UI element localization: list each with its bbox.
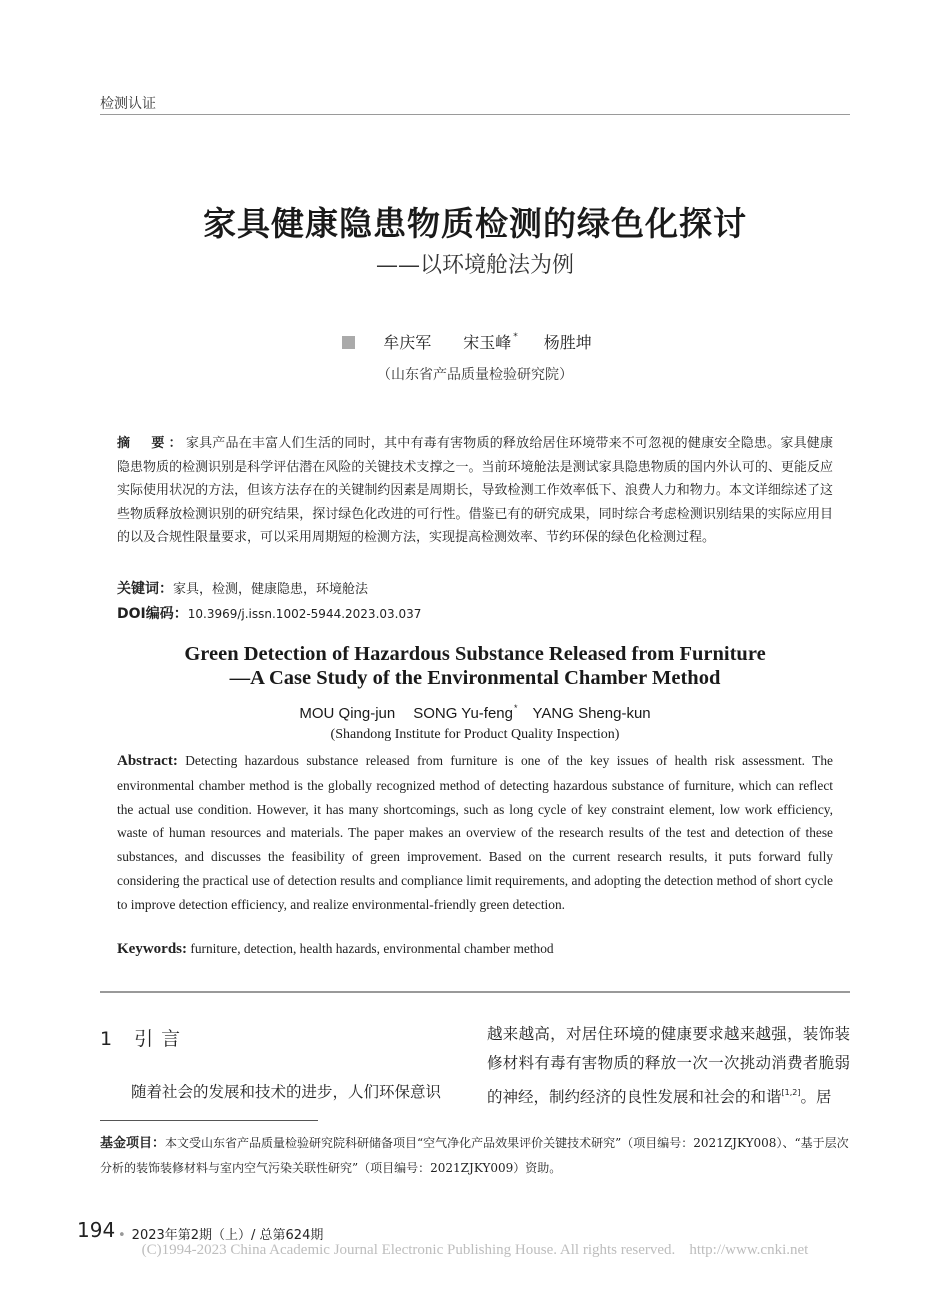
subtitle-cn: ——以环境舱法为例 <box>375 253 574 278</box>
section-title: 引言 <box>134 1028 189 1050</box>
author-square-icon <box>342 336 355 349</box>
fund-note <box>100 1131 850 1180</box>
title-cn: 家具健康隐患物质检测的绿色化探讨 <box>203 204 747 243</box>
doi-value[interactable]: 10.3969/j.issn.1002-5944.2023.03.037 <box>187 607 422 621</box>
body-rule <box>100 991 850 993</box>
doi-label: DOI编码： <box>117 606 188 622</box>
section-label: 检测认证 <box>100 96 156 112</box>
fund-label: 基金项目： <box>100 1136 166 1151</box>
page-number: 194 <box>77 1218 116 1242</box>
affiliation-cn: （山东省产品质量检验研究院） <box>377 367 573 383</box>
header-rule <box>100 114 850 115</box>
author-en: MOU Qing-jun <box>299 705 396 722</box>
keywords-cn-text: 家具，检测，健康隐患，环境舱法 <box>173 582 369 597</box>
body-right-column <box>487 1020 850 1113</box>
title-en-line1: Green Detection of Hazardous Substance Released from Furniture <box>184 643 766 665</box>
abstract-cn <box>117 432 833 550</box>
affiliation-en: (Shandong Institute for Product Quality Inspection) <box>330 727 620 742</box>
body-right-tail: 。居 <box>800 1088 832 1107</box>
issue-text: 2023年第2期（上）/ 总第624期 <box>131 1228 324 1243</box>
section-number: 1 <box>100 1028 113 1050</box>
corresponding-mark-en: * <box>514 703 518 713</box>
author-cn: 杨胜坤 <box>543 333 592 352</box>
authors-en <box>100 703 850 722</box>
abstract-en-text: Detecting hazardous substance released from furniture is one of the key issues of health risk assessment. The environmental chamber method is the globally recognized method of detecting hazardous substance of furniture, which can reflect the actual use condition. However, it has many shortcomings, such as long cycle of key constraint element, low work efficiency, waste of human resources and materials. The paper makes an overview of the research results of the test and detection of these substances, and discusses the feasibility of green improvement. Based on the current research results, it puts forward fully considering the practical use of detection results and compliance limit requirements, and adopting the detection method of short cycle to improve detection efficiency, and realize environmental-friendly green detection. <box>117 753 833 912</box>
body-left-column: 随着社会的发展和技术的进步，人们环保意识 <box>131 1083 442 1101</box>
fund-text: 本文受山东省产品质量检验研究院科研储备项目“空气净化产品效果评价关键技术研究”（项目编号：2021ZJKY008）、“基于层次分析的装饰装修材料与室内空气污染关联性研究”（项目编号：2021ZJKY009）资助。 <box>100 1136 849 1175</box>
abstract-en <box>117 749 833 917</box>
keywords-cn-label: 关键词： <box>117 581 173 597</box>
keywords-en-label: Keywords: <box>117 941 187 957</box>
abstract-en-label: Abstract: <box>117 753 178 769</box>
footnote-rule <box>100 1120 318 1121</box>
title-en-line2: —A Case Study of the Environmental Chamber Method <box>229 667 721 689</box>
doi <box>117 603 421 623</box>
keywords-en-text: furniture, detection, health hazards, environmental chamber method <box>190 941 554 956</box>
abstract-cn-text: 家具产品在丰富人们生活的同时，其中有毒有害物质的释放给居住环境带来不可忽视的健康安全隐患。家具健康隐患物质的检测识别是科学评估潜在风险的关键技术支撑之一。当前环境舱法是测试家具隐患物质的国内外认可的、更能反应实际使用状况的方法，但该方法存在的关键制约因素是周期长，导致检测工作效率低下、浪费人力和物力。本文详细综述了这些物质释放检测识别的研究结果，探讨绿色化改进的可行性。借鉴已有的研究成果，同时综合考虑检测识别结果的实际应用目的以及合规性限量要求，可以采用周期短的检测方法，实现提高检测效率、节约环保的绿色化检测过程。 <box>117 436 833 546</box>
author-en: YANG Sheng-kun <box>532 705 651 722</box>
abstract-cn-label: 摘 要： <box>117 436 186 451</box>
copyright-text: (C)1994-2023 China Academic Journal Electronic Publishing House. All rights reserved. <box>141 1242 676 1258</box>
section-heading <box>100 1024 188 1051</box>
issue-info <box>118 1224 323 1243</box>
title-en <box>100 642 850 690</box>
bullet-icon: • <box>118 1228 126 1243</box>
author-cn: 牟庆军 <box>383 333 432 352</box>
corresponding-mark: * <box>513 332 518 342</box>
copyright-watermark <box>0 1242 950 1259</box>
author-en: SONG Yu-feng <box>413 705 513 722</box>
authors-cn <box>100 330 850 353</box>
body-right-text: 越来越高，对居住环境的健康要求越来越强，装饰装修材料有毒有害物质的释放一次一次挑动消费者脆弱的神经，制约经济的良性发展和社会的和谐 <box>487 1025 850 1107</box>
keywords-en <box>117 941 554 958</box>
keywords-cn <box>117 578 368 598</box>
author-cn: 宋玉峰 <box>463 333 512 352</box>
cnki-url[interactable]: http://www.cnki.net <box>689 1242 809 1258</box>
citation[interactable]: [1,2] <box>781 1088 801 1098</box>
